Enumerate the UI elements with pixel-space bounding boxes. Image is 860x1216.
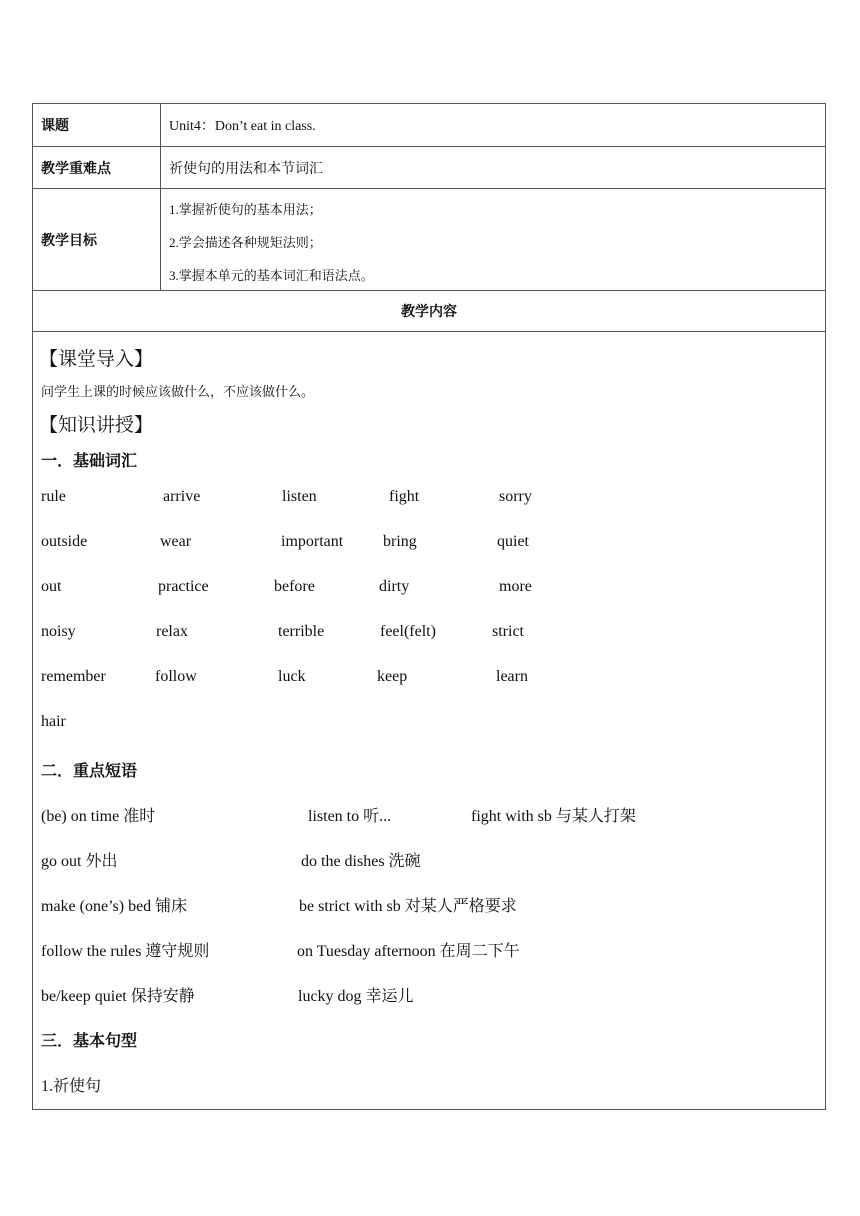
vocab-word: quiet <box>497 533 529 550</box>
vocab-word: before <box>274 578 315 595</box>
vocab-word: sorry <box>499 488 532 505</box>
topic-value: Unit4：Don’t eat in class. <box>169 119 316 134</box>
content-area <box>33 332 825 1109</box>
vocab-word: noisy <box>41 623 76 640</box>
phrase-item: lucky dog 幸运儿 <box>298 988 414 1005</box>
vocab-word: dirty <box>379 578 410 595</box>
goals-label: 教学目标 <box>33 189 161 290</box>
intro-heading: 【课堂导入】 <box>39 348 154 370</box>
topic-label: 课题 <box>33 104 161 146</box>
vocab-word: more <box>499 578 532 595</box>
vocab-word: strict <box>492 623 524 640</box>
goal-item: 3.掌握本单元的基本词汇和语法点。 <box>169 268 374 283</box>
vocab-word: arrive <box>163 488 201 505</box>
goals-row <box>33 189 825 291</box>
vocab-word: listen <box>282 488 317 505</box>
topic-row <box>33 104 825 147</box>
goal-item: 2.学会描述各种规矩法则； <box>169 235 322 250</box>
vocab-word: remember <box>41 668 106 685</box>
vocab-word: practice <box>158 578 209 595</box>
lesson-plan-table <box>32 103 826 1110</box>
phrase-item: fight with sb 与某人打架 <box>471 808 636 825</box>
phrase-item: make (one’s) bed 铺床 <box>41 898 188 915</box>
phrase-item: follow the rules 遵守规则 <box>41 943 210 960</box>
content-title-row <box>33 291 825 332</box>
phrases-heading: 二．重点短语 <box>41 761 138 780</box>
intro-text: 问学生上课的时候应该做什么，不应该做什么。 <box>41 384 315 399</box>
goal-item: 1.掌握祈使句的基本用法； <box>169 202 322 217</box>
vocab-word: fight <box>389 488 420 505</box>
phrase-item: (be) on time 准时 <box>41 808 156 825</box>
vocab-word: hair <box>41 713 66 730</box>
keypoints-label: 教学重难点 <box>33 147 161 188</box>
sentences-heading: 三．基本句型 <box>41 1031 138 1050</box>
vocab-word: outside <box>41 533 88 550</box>
vocab-word: wear <box>160 533 192 550</box>
phrase-item: on Tuesday afternoon 在周二下午 <box>297 943 520 960</box>
vocab-word: rule <box>41 488 66 505</box>
vocab-heading: 一．基础词汇 <box>41 451 138 470</box>
vocab-word: bring <box>383 533 417 550</box>
knowledge-heading: 【知识讲授】 <box>39 414 154 436</box>
vocab-word: out <box>41 578 62 595</box>
keypoints-row <box>33 147 825 189</box>
vocab-word: keep <box>377 668 408 685</box>
sentence-item: 1.祈使句 <box>41 1078 102 1095</box>
phrase-item: do the dishes 洗碗 <box>301 853 421 870</box>
phrase-item: go out 外出 <box>41 853 118 870</box>
vocab-word: follow <box>155 668 197 685</box>
keypoints-value: 祈使句的用法和本节词汇 <box>169 161 323 177</box>
vocab-word: relax <box>156 623 188 640</box>
phrase-item: be/keep quiet 保持安静 <box>41 988 195 1005</box>
vocab-word: terrible <box>278 623 325 640</box>
phrase-item: listen to 听... <box>308 808 392 825</box>
content-title: 教学内容 <box>401 304 457 320</box>
vocab-word: learn <box>496 668 528 685</box>
vocab-word: luck <box>278 668 306 685</box>
phrase-item: be strict with sb 对某人严格要求 <box>299 898 517 915</box>
vocab-word: important <box>281 533 344 550</box>
vocab-word: feel(felt) <box>380 623 436 640</box>
